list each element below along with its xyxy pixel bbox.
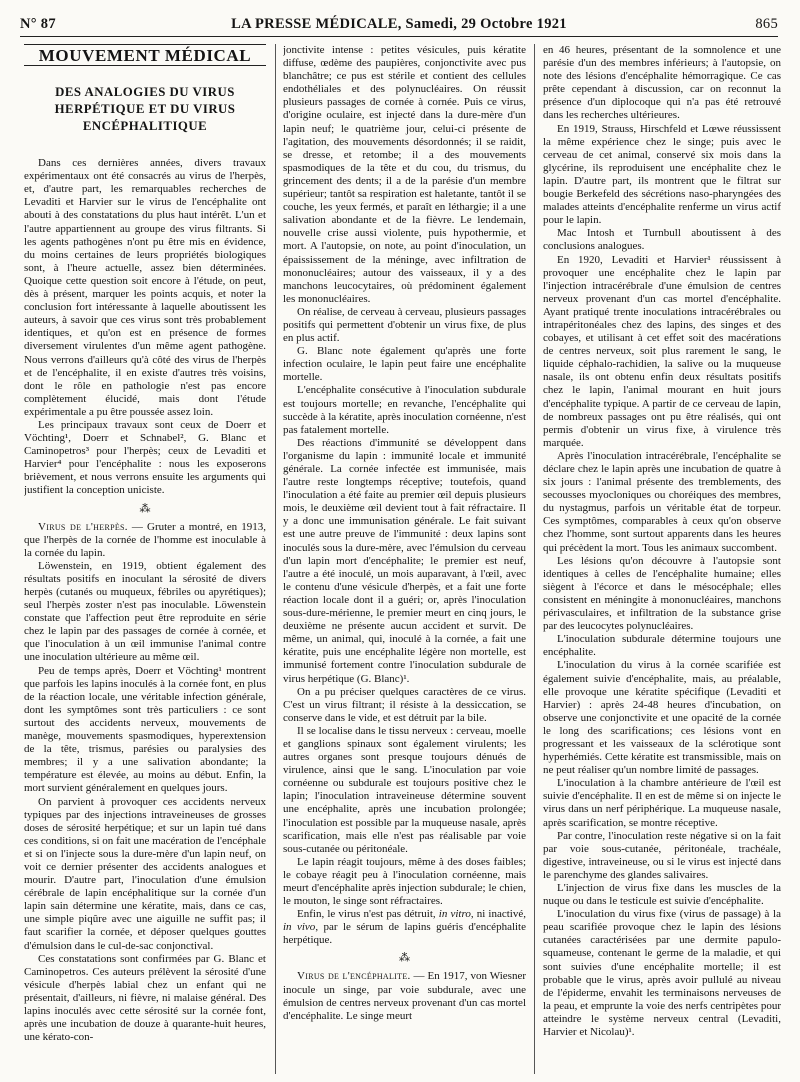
- paragraph: On réalise, de cerveau à cerveau, plusieurs passages positifs qui permettent d'obtenir un virus fixe, de plus en plus actif.: [283, 305, 526, 345]
- column-2: [283, 44, 526, 1076]
- section-separator: ⁂: [399, 952, 410, 965]
- paragraph: Dans ces dernières années, divers travaux expérimentaux ont été consacrés au virus de l'herpès, et, d'autre part, les remarquables recherches de Levaditi et Harvier sur le virus de l'encéphalite ont abouti à des constatations du plus haut intérêt. L'un et l'autre appartiennent au groupe des virus filtrants. Si les agents pathogènes n'ont pu être mis en évidence, du moins certaines de leurs propriétés biologiques sont, à l'heure actuelle, assez bien déterminées. Quoique cette question soit encore à l'étude, on peut, dès à présent, marquer les points acquis, et noter la conclusion fort intéressante à laquelle aboutissent les auteurs, à savoir que ces virus sont très probablement identiques, et qu'on est en présence de formes diversement virulentes d'un même agent pathogène. Nous verrons d'ailleurs qu'à côté des virus de l'herpès et de l'encéphalite, il en existe d'autres très voisins, dont le rôle en pathologie n'est pas encore complètement élucidé, mais dont l'étude expérimentale a pu être poussée assez loin.: [24, 157, 266, 418]
- paragraph: [283, 970, 526, 1022]
- paragraph: Ces constatations sont confirmées par G. Blanc et Caminopetros. Ces auteurs prélèvent la sérosité d'une vésicule d'herpès labial chez un enfant qui ne présentait, d'ailleurs, ni fièvre, ni malaise général. Des lapins inoculés avec cette sérosité sur la cornée font, après une incubation de douze à quarante-huit heures, une kérato-con-: [24, 952, 266, 1044]
- italic-term: in vivo: [283, 921, 316, 934]
- issue-number: N° 87: [20, 16, 56, 32]
- paragraph-text: , ni inactivé,: [470, 908, 526, 921]
- paragraph: Les principaux travaux sont ceux de Doerr et Vöchting¹, Doerr et Schnabel², G. Blanc et Caminopetros³ pour l'herpès; ceux de Levaditi et Harvier⁴ pour l'encéphalite : nous les exposerons brièvement, et nous verrons ensuite les arguments qui justifient la conception uniciste.: [24, 418, 266, 497]
- paragraph: L'inoculation subdurale détermine toujours une encéphalite.: [543, 633, 781, 659]
- paragraph: G. Blanc note également qu'après une forte infection oculaire, le lapin peut faire une encéphalite mortelle.: [283, 345, 526, 384]
- page-header: [20, 16, 778, 38]
- paragraph: Peu de temps après, Doerr et Vöchting¹ montrent que parfois les lapins inoculés à la cornée font, en plus de la réaction locale, une véritable infection générale, dont les symptômes sont très particuliers : ce sont surtout des accidents nerveux, mouvements de manège, mouvements spasmodiques, hyperextension de la tête, trismus, parésies ou paralysies des membres; il y a une salivation abondante; la température est élevée, au moins au début. Enfin, la mort survient généralement en quelques jours.: [24, 664, 266, 795]
- section-title: MOUVEMENT MÉDICAL: [38, 46, 252, 65]
- section-separator: ⁂: [139, 502, 151, 515]
- paragraph: En 1920, Levaditi et Harvier¹ réussissent à provoquer une encéphalite chez le lapin par l'injection intracérébrale d'une émulsion de centres nerveux provenant d'un cas mortel d'encéphalite. Ayant pratiqué trente inoculations intracérébrales ou intrapéritonéales chez des lapins, des singes et des cobayes, et utilisant à cet effet soit des macérations de centres nerveux, soit plus rarement le sang, le liquide céphalo-rachidien, la salive ou la muqueuse nasale, ils ont obtenu enfin deux résultats positifs chez le lapin, l'animal mourant en huit jours d'encéphalite typique. A partir de ce cerveau de lapin, de nombreux passages ont pu être réalisés, qui ont permis d'obtenir un virus fixe, à virulence très marquée.: [543, 253, 781, 449]
- paragraph-text: Enfin, le virus n'est pas détruit,: [297, 908, 439, 921]
- article-title: DES ANALOGIES DU VIRUS HERPÉTIQUE ET DU VIRUS ENCÉPHALITIQUE: [54, 85, 236, 134]
- paragraph: Des réactions d'immunité se développent dans l'organisme du lapin : immunité locale et immunité générale. La cornée infectée est immunisée, mais l'autre reste longtemps réceptive; toutefois, quand l'inoculation a été faite au premier œil depuis plusieurs mois, le deuxième œil devient tout à fait réfractaire. Il y a donc une immunisation générale. Le fait suivant est une autre preuve de l'immunité : deux lapins sont inoculés sous la dure-mère, avec l'émulsion du cerveau d'un lapin mort d'encéphalite; le premier est neuf, l'autre a été inoculé, un mois auparavant, à l'œil, avec le contenu d'une vésicule d'herpès, et a fait une forte réaction locale dont il a guéri; or, après l'inoculation sous-dure-mérienne, le premier meurt en cinq jours, le deuxième ne présente aucun accident et survit. De même, un animal, qui, inoculé à la cornée, a fait une kératite, puis une encéphalite légère non mortelle, est immunisé fortement contre l'inoculation subdurale de virus herpétique (G. Blanc)¹.: [283, 436, 526, 685]
- paragraph: [24, 521, 266, 560]
- paragraph: Mac Intosh et Turnbull aboutissent à des conclusions analogues.: [543, 227, 781, 253]
- paragraph: Les lésions qu'on découvre à l'autopsie sont identiques à celles de l'encéphalite humaine; elles siègent à l'écorce et dans le mésocéphale; elles consistent en méningite à mononucléaires, manchons périvasculaires, et infiltration de la substance grise par des leucocytes polynucléaires.: [543, 554, 781, 633]
- paragraph: Le lapin réagit toujours, même à des doses faibles; le cobaye réagit peu à l'inoculation cornéenne, mais meurt d'encéphalite après injection subdurale; le chien, le mouton, le singe sont réfractaires.: [283, 855, 526, 908]
- italic-term: in vitro: [438, 908, 471, 921]
- paragraph-text: — En 1917, von Wiesner inocule un singe, par voie subdurale, avec une émulsion de centres nerveux provenant d'un cas mortel d'encéphalite. Le singe meurt: [283, 970, 526, 1022]
- column-divider: [275, 44, 276, 1074]
- paragraph-text: , par le sérum de lapins guéris d'encéphalite herpétique.: [283, 921, 526, 947]
- paragraph: En 1919, Strauss, Hirschfeld et Lœwe réussissent la même expérience chez le singe; puis avec le cerveau de cet animal, conservé six mois dans la glycérine, ils reproduisent une encéphalite chez le lapin. D'autre part, ils montrent que le filtrat sur bougie Berkefeld des sécrétions naso-pharyngées des malades atteints d'encéphalite renferme un virus actif pour le lapin.: [543, 122, 781, 227]
- paragraph: en 46 heures, présentant de la somnolence et une parésie d'un des membres inférieurs; à l'autopsie, on note des lésions d'encéphalite hémorragique. Ce cas prête cependant à discussion, car on reconnut la présence d'un diplocoque qui n'a pas été retrouvé dans les recherches ultérieures.: [543, 44, 781, 122]
- paragraph: Par contre, l'inoculation reste négative si on la fait par voie sous-cutanée, péritonéale, trachéale, digestive, intraveineuse, ou si le virus est injecté dans le parenchyme des glandes salivaires.: [543, 829, 781, 881]
- paragraph-text: — Gruter a montré, en 1913, que l'herpès de la cornée de l'homme est inoculable à la cornée du lapin.: [24, 520, 266, 559]
- paragraph: jonctivite intense : petites vésicules, puis kératite diffuse, œdème des paupières, conjonctivite avec pus blanchâtre; ce pus est stérile et contient des cellules endothéliales et des polynucléaires. On réussit plusieurs passages de cornée à cornée. Puis ce virus, d'origine oculaire, est injecté dans la dure-mère d'un lapin neuf; le quatrième jour, celui-ci présente de l'agitation, des mouvements désordonnés; il se raidit, se dresse, et retombe; il a des mouvements spasmodiques de la tête et du cou, du trismus, du grincement des dents; il a de la parésie d'un membre supérieur; tantôt sa respiration est haletante, tantôt il se couche, les yeux fermés, et paraît en léthargie; il a une salivation abondante et de la fièvre. Le lendemain, nouvelle crise aussi violente, puis hypothermie, et mort. A l'autopsie, on note, au point d'inoculation, un épaississement de la méninge, avec infiltration de mononucléaires; autour des vaisseaux, il y a des manchons leucocytaires, où prédominent également les mononucléaires.: [283, 44, 526, 305]
- page-number: 865: [755, 16, 778, 32]
- column-3: [543, 44, 781, 1076]
- paragraph: L'inoculation du virus fixe (virus de passage) à la peau scarifiée provoque chez le lapin des lésions cutanées caractérisées par une dermite papulo-squameuse, contenant le germe de la maladie, et qui sont suivies d'une encéphalite mortelle; il est probable que le virus, après avoir pullulé au niveau de l'épiderme, envahit les terminaisons nerveuses de la peau, et emprunte la voie des nerfs centripètes pour atteindre le système nerveux central (Levaditi, Harvier et Nicolau)¹.: [543, 908, 781, 1039]
- paragraph: L'inoculation à la chambre antérieure de l'œil est suivie d'encéphalite. Il en est de même si on injecte le virus dans un nerf périphérique. La muqueuse nasale, après scarification, se montre réceptive.: [543, 777, 781, 829]
- paragraph: Löwenstein, en 1919, obtient également des résultats positifs en inoculant la sérosité de divers herpès (cutanés ou muqueux, fébriles ou apyrétiques); seul l'herpès zoster n'est pas inoculable. Löwenstein constate que l'affection peut être reproduite en série chez le lapin par des passages de cornée à cornée, et que l'inoculation à un œil immunise l'animal contre une inoculation ultérieure au même œil.: [24, 559, 266, 664]
- paragraph: Après l'inoculation intracérébrale, l'encéphalite se déclare chez le lapin après une incubation de quatre à six jours : l'animal présente des tremblements, des secousses myocloniques ou choréiques des membres, du nystagmus, parfois un véritable état de torpeur. Ces symptômes, comparables à ceux qu'on observe chez l'homme, sont surtout apparents dans les heures qui précèdent la mort. Tous les animaux succombent.: [543, 449, 781, 554]
- column-1: [24, 44, 266, 1076]
- subsection-label: Virus de l'herpès.: [38, 520, 128, 533]
- paragraph: L'injection de virus fixe dans les muscles de la nuque ou dans le testicule est suivie d'encéphalite.: [543, 882, 781, 908]
- subsection-label: Virus de l'encéphalite.: [297, 970, 411, 983]
- paragraph: [283, 908, 526, 947]
- paragraph: L'encéphalite consécutive à l'inoculation subdurale est toujours mortelle; en revanche, l'encéphalite qui succède à la kératite, après inoculation cornéenne, n'est pas fatalement mortelle.: [283, 384, 526, 436]
- paragraph: Il se localise dans le tissu nerveux : cerveau, moelle et ganglions spinaux sont également virulents; les autres organes sont presque toujours dénués de virulence, ainsi que le sang. L'inoculation par voie cornéenne ou subdurale est toujours positive chez le lapin; l'inoculation intraveineuse détermine souvent une encéphalite, après une incubation prolongée; l'inoculation est possible par la muqueuse nasale, après scarification, mais elle n'est pas réalisable par voie sous-cutanée ou péritonéale.: [283, 724, 526, 855]
- column-divider: [534, 44, 535, 1074]
- section-heading-box: [24, 44, 266, 66]
- paragraph: On a pu préciser quelques caractères de ce virus. C'est un virus filtrant; il résiste à la dessiccation, se conserve dans le vide, et est détruit par la bile.: [283, 685, 526, 724]
- paragraph: On parvient à provoquer ces accidents nerveux typiques par des injections intraveineuses de grosses doses de sérosité herpétique; et sur un lapin tué dans ces conditions, si on fait une macération de l'encéphale et si on l'injecte sous la dure-mère d'un lapin neuf, on voit ce dernier présenter des accidents analogues et mourir. D'autre part, l'inoculation d'une émulsion cérébrale de lapin encéphalitique sur la cornée d'un lapin sain détermine une kératite, mais, dans ce cas, une simple piqûre avec une aiguille ne suffit pas; il faut scarifier la cornée, et déposer quelques gouttes d'émulsion dans le cul-de-sac conjonctival.: [24, 795, 266, 952]
- header-rule: [20, 36, 778, 37]
- paragraph: L'inoculation du virus à la cornée scarifiée est également suivie d'encéphalite, mais, au préalable, elle provoque une kératite spécifique (Levaditi et Harvier) : après 24-48 heures d'incubation, on observe une conjonctivite et une opacité de la cornée le long des scarifications; ces lésions vont en progressant et les vaisseaux de la sclérotique sont hyperhémiés. Cette kératite est transmissible, mais on ne peut réaliser qu'un nombre limité de passages.: [543, 659, 781, 777]
- journal-title: LA PRESSE MÉDICALE, Samedi, 29 Octobre 1921: [231, 16, 567, 32]
